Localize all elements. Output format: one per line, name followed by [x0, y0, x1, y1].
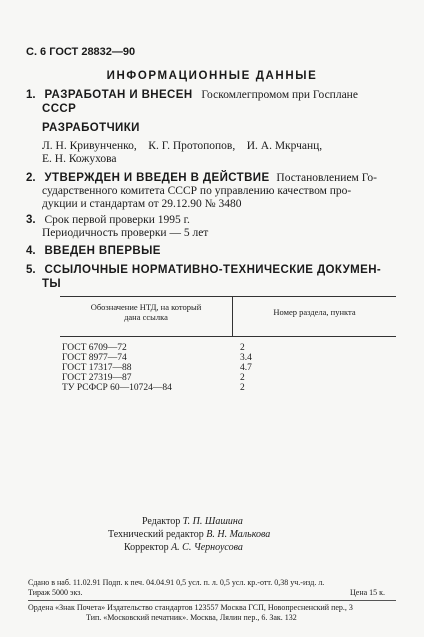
table-row	[240, 353, 252, 364]
table-cell-doc: ГОСТ 17317—88	[62, 363, 132, 373]
table-cell-doc: ТУ РСФСР 60—10724—84	[62, 383, 172, 393]
imprint-printer: Тип. «Московский печатник». Москва, Лялин пер., 6. Зак. 132	[86, 613, 297, 622]
corrector-role: Корректор	[124, 542, 169, 553]
item-1-line2: СССР	[42, 103, 77, 115]
table-header-rule	[60, 336, 396, 337]
table-row	[62, 363, 132, 374]
table-header-col1-line2: дана ссылка	[124, 312, 168, 322]
table-row	[62, 353, 127, 364]
table-cell-doc: ГОСТ 8977—74	[62, 353, 127, 363]
item-2-line2: сударственного комитета СССР по управлению качеством про-	[42, 185, 352, 197]
item-2-number: 2.	[26, 172, 36, 184]
editor-role: Редактор	[142, 516, 181, 527]
item-1-heading: РАЗРАБОТАН И ВНЕСЕН	[44, 89, 193, 101]
table-row	[240, 373, 245, 384]
developers-line2: Е. Н. Кожухова	[42, 153, 117, 165]
item-4-number: 4.	[26, 245, 36, 257]
table-row	[62, 343, 127, 354]
tech-editor-role: Технический редактор	[108, 529, 204, 540]
item-4-heading: ВВЕДЕН ВПЕРВЫЕ	[44, 245, 161, 257]
corrector-line	[124, 542, 243, 553]
item-5-number: 5.	[26, 264, 36, 276]
item-1-text: Госкомлегпромом при Госплане	[201, 89, 358, 101]
editor-line	[142, 516, 243, 527]
table-row	[62, 383, 172, 394]
table-header-col1-line1: Обозначение НТД, на который	[90, 302, 202, 312]
imprint-rule	[28, 600, 396, 601]
item-3-number: 3.	[26, 214, 36, 226]
table-cell-ref: 2	[240, 343, 245, 353]
item-4	[26, 245, 161, 258]
corrector-name: А. С. Черноусова	[171, 542, 243, 553]
table-cell-doc: ГОСТ 6709—72	[62, 343, 127, 353]
item-2	[26, 172, 377, 185]
item-1	[26, 89, 358, 102]
table-row	[240, 363, 252, 374]
table-cell-doc: ГОСТ 27319—87	[62, 373, 132, 383]
table-top-rule	[60, 296, 396, 297]
imprint-print-run: Тираж 5000 экз.	[28, 588, 83, 597]
item-5-heading: ССЫЛОЧНЫЕ НОРМАТИВНО-ТЕХНИЧЕСКИЕ ДОКУМЕН-	[44, 264, 382, 276]
item-3-line2: Периодичность проверки — 5 лет	[42, 227, 209, 239]
item-2-line3: дукции и стандартам от 29.12.90 № 3480	[42, 198, 242, 210]
imprint-line1: Сдано в наб. 11.02.91 Подп. к печ. 04.04.91 0,5 усл. п. л. 0,5 усл. кр.-отт. 0,38 уч.-изд. л.	[28, 578, 325, 587]
table-header-col1	[60, 302, 232, 322]
item-5-line2: ТЫ	[42, 278, 62, 290]
page-header: С. 6 ГОСТ 28832—90	[26, 46, 136, 58]
item-3	[26, 214, 190, 227]
table-cell-ref: 4.7	[240, 363, 252, 373]
editor-name: Т. П. Шашина	[182, 516, 243, 527]
table-header-col2: Номер раздела, пункта	[273, 307, 356, 317]
table-cell-ref: 3.4	[240, 353, 252, 363]
developers-line1: Л. Н. Кривунченко, К. Г. Протопопов, И. А. Мкрчанц,	[42, 140, 323, 152]
tech-editor-name: В. Н. Малькова	[206, 529, 271, 540]
tech-editor-line	[108, 529, 270, 540]
item-2-text: Постановлением Го-	[276, 172, 377, 184]
table-row	[62, 373, 132, 384]
item-3-line1: Срок первой проверки 1995 г.	[44, 214, 190, 226]
table-row	[240, 343, 245, 354]
item-5	[26, 264, 381, 277]
imprint-price: Цена 15 к.	[350, 588, 386, 597]
item-2-heading: УТВЕРЖДЕН И ВВЕДЕН В ДЕЙСТВИЕ	[44, 172, 270, 184]
table-row	[240, 383, 245, 394]
table-cell-ref: 2	[240, 373, 245, 383]
imprint-publisher: Ордена «Знак Почета» Издательство стандартов 123557 Москва ГСП, Новопресненский пер., 3	[28, 603, 353, 612]
table-cell-ref: 2	[240, 383, 245, 393]
developers-heading: РАЗРАБОТЧИКИ	[42, 122, 140, 134]
section-title: ИНФОРМАЦИОННЫЕ ДАННЫЕ	[106, 70, 318, 82]
item-1-number: 1.	[26, 89, 36, 101]
